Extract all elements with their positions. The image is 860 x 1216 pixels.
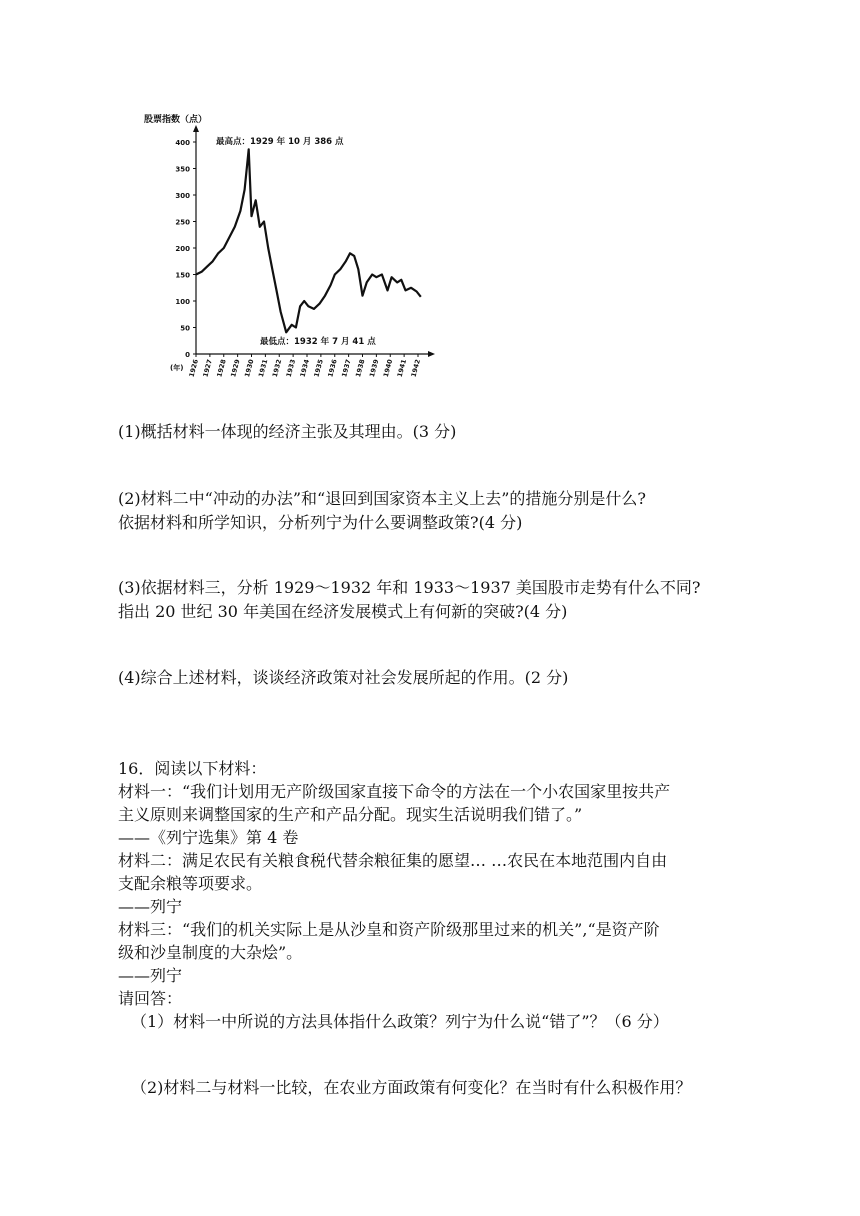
x-tick-label: 1929 <box>229 358 242 378</box>
sub-question-2: （2)材料二与材料一比较，在农业方面政策有何变化？在当时有什么积极作用？ <box>131 1078 692 1097</box>
y-tick-label: 0 <box>185 351 190 359</box>
y-axis-label: 股票指数（点） <box>144 115 208 125</box>
x-tick-label: 1939 <box>367 358 381 378</box>
material-1-source: ——《列宁选集》第 4 卷 <box>118 828 299 847</box>
x-tick-label: 1936 <box>326 358 339 378</box>
sub-question-1: （1）材料一中所说的方法具体指什么政策？列宁为什么说“错了”？（6 分） <box>131 1012 669 1031</box>
stock-index-chart <box>140 108 440 378</box>
material-3-line-1: 材料三：“我们的机关实际上是从沙皇和资产阶级那里过来的机关”,“是资产阶 <box>118 920 660 939</box>
material-3-source: ——列宁 <box>118 966 183 985</box>
question-1: (1)概括材料一体现的经济主张及其理由。(3 分) <box>118 422 457 441</box>
y-tick-label: 400 <box>175 139 190 147</box>
x-tick-label: 1932 <box>270 358 284 378</box>
question-3-line-2: 指出 20 世纪 30 年美国在经济发展模式上有何新的突破?(4 分) <box>118 602 568 621</box>
question-2-line-2: 依据材料和所学知识，分析列宁为什么要调整政策?(4 分) <box>118 513 523 532</box>
x-tick-label: 1940 <box>381 358 395 378</box>
x-axis-arrow <box>428 351 435 357</box>
y-tick-label: 50 <box>180 324 190 333</box>
annotation-low: 最低点：1932 年 7 月 41 点 <box>260 337 376 347</box>
y-tick-label: 300 <box>175 192 190 200</box>
stock-index-chart-svg <box>140 108 440 378</box>
question-3-line-1: (3)依据材料三，分析 1929～1932 年和 1933～1937 美国股市走势有什么不同? <box>118 578 701 597</box>
y-axis-arrow <box>193 125 199 132</box>
material-1-line-2: 主义原则来调整国家的生产和产品分配。现实生活说明我们错了。” <box>118 805 583 824</box>
x-axis-label: (年) <box>170 364 184 372</box>
y-tick-label: 250 <box>175 218 190 227</box>
y-tick-label: 200 <box>175 245 190 253</box>
x-tick-label: 1942 <box>409 358 422 378</box>
x-tick-label: 1941 <box>395 358 409 378</box>
q16-heading: 16．阅读以下材料： <box>118 759 267 778</box>
y-tick-label: 150 <box>175 271 190 280</box>
question-4: (4)综合上述材料，谈谈经济政策对社会发展所起的作用。(2 分) <box>118 668 569 687</box>
x-tick-label: 1935 <box>312 358 325 378</box>
annotation-high: 最高点：1929 年 10 月 386 点 <box>216 137 344 147</box>
material-3-line-2: 级和沙皇制度的大杂烩”。 <box>118 943 303 962</box>
y-tick-label: 350 <box>175 165 190 174</box>
x-tick-label: 1931 <box>256 358 270 378</box>
x-tick-label: 1927 <box>201 358 214 378</box>
x-tick-label: 1926 <box>187 358 200 378</box>
x-tick-label: 1937 <box>340 358 353 378</box>
question-2-line-1: (2)材料二中“冲动的办法”和“退回到国家资本主义上去”的措施分别是什么? <box>118 489 646 508</box>
stock-index-line <box>196 149 421 332</box>
x-tick-label: 1930 <box>243 358 256 378</box>
y-tick-label: 100 <box>175 298 190 306</box>
x-tick-label: 1938 <box>354 358 367 378</box>
x-tick-label: 1933 <box>284 358 298 378</box>
material-2-line-2: 支配余粮等项要求。 <box>118 874 263 893</box>
x-tick-label: 1928 <box>215 358 228 378</box>
answer-prompt: 请回答： <box>118 989 183 1008</box>
x-tick-label: 1934 <box>298 358 311 378</box>
material-2-line-1: 材料二：满足农民有关粮食税代替余粮征集的愿望… …农民在本地范围内自由 <box>118 851 668 870</box>
material-1-line-1: 材料一：“我们计划用无产阶级国家直接下命令的方法在一个小农国家里按共产 <box>118 782 671 801</box>
material-2-source: ——列宁 <box>118 897 183 916</box>
